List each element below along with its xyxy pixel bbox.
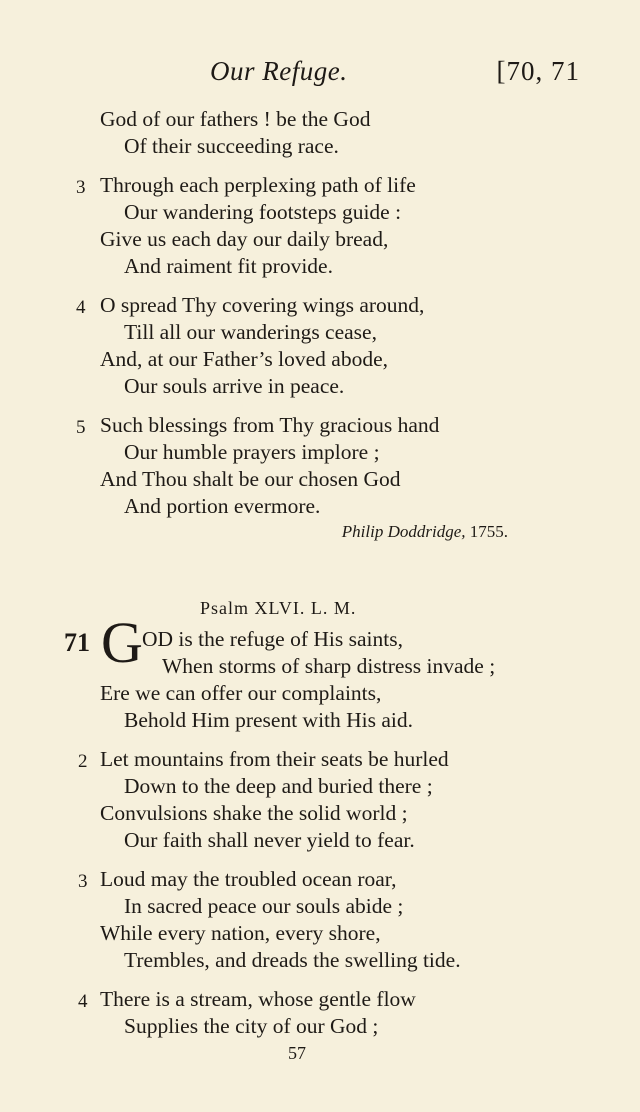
verse-line: Give us each day our daily bread, xyxy=(100,227,389,251)
verse-line: Our wandering footsteps guide : xyxy=(124,200,402,224)
verse-line: Convulsions shake the solid world ; xyxy=(100,801,408,825)
verse-line: Loud may the troubled ocean roar, xyxy=(100,867,397,891)
verse-line: And, at our Father’s loved abode, xyxy=(100,347,388,371)
stanza-number: 4 xyxy=(76,297,86,318)
verse-line: Such blessings from Thy gracious hand xyxy=(100,413,440,437)
stanza-number: 3 xyxy=(78,871,88,892)
verse-line: When storms of sharp distress invade ; xyxy=(162,654,496,678)
verse-line: Our humble prayers implore ; xyxy=(124,440,380,464)
stanza-number: 5 xyxy=(76,417,86,438)
verse-line: O spread Thy covering wings around, xyxy=(100,293,425,317)
verse-line: Supplies the city of our God ; xyxy=(124,1014,379,1038)
verse-line: OD is the refuge of His saints, xyxy=(142,627,403,651)
author-attribution xyxy=(342,522,508,542)
verse-line: While every nation, every shore, xyxy=(100,921,381,945)
verse-line: Let mountains from their seats be hurled xyxy=(100,747,449,771)
verse-line: And Thou shalt be our chosen God xyxy=(100,467,401,491)
verse-line: And raiment fit provide. xyxy=(124,254,333,278)
verse-line: Ere we can offer our complaints, xyxy=(100,681,382,705)
verse-line: Trembles, and dreads the swelling tide. xyxy=(124,948,461,972)
hymn-number: 71 xyxy=(64,628,90,657)
verse-line: Our souls arrive in peace. xyxy=(124,374,345,398)
verse-line: Our faith shall never yield to fear. xyxy=(124,828,415,852)
verse-line: Down to the deep and buried there ; xyxy=(124,774,433,798)
verse-line: Behold Him present with His aid. xyxy=(124,708,414,732)
running-head-hymn-range: [70, 71 xyxy=(496,56,580,86)
verse-line: Till all our wanderings cease, xyxy=(124,320,377,344)
stanza-number: 4 xyxy=(78,991,88,1012)
verse-line: God of our fathers ! be the God xyxy=(100,107,371,131)
verse-line: In sacred peace our souls abide ; xyxy=(124,894,404,918)
stanza-number: 3 xyxy=(76,177,86,198)
stanza-number: 2 xyxy=(78,751,88,772)
verse-line: And portion evermore. xyxy=(124,494,321,518)
author-year: 1755. xyxy=(469,522,508,541)
author-name: Philip Doddridge, xyxy=(341,522,466,541)
verse-line: There is a stream, whose gentle flow xyxy=(100,987,416,1011)
page-number: 57 xyxy=(288,1043,306,1063)
verse-line: Through each perplexing path of life xyxy=(100,173,416,197)
verse-line: Of their succeeding race. xyxy=(124,134,339,158)
drop-cap: G xyxy=(101,610,143,675)
running-head-title: Our Refuge. xyxy=(210,56,348,86)
psalm-heading: Psalm XLVI. L. M. xyxy=(200,598,357,618)
